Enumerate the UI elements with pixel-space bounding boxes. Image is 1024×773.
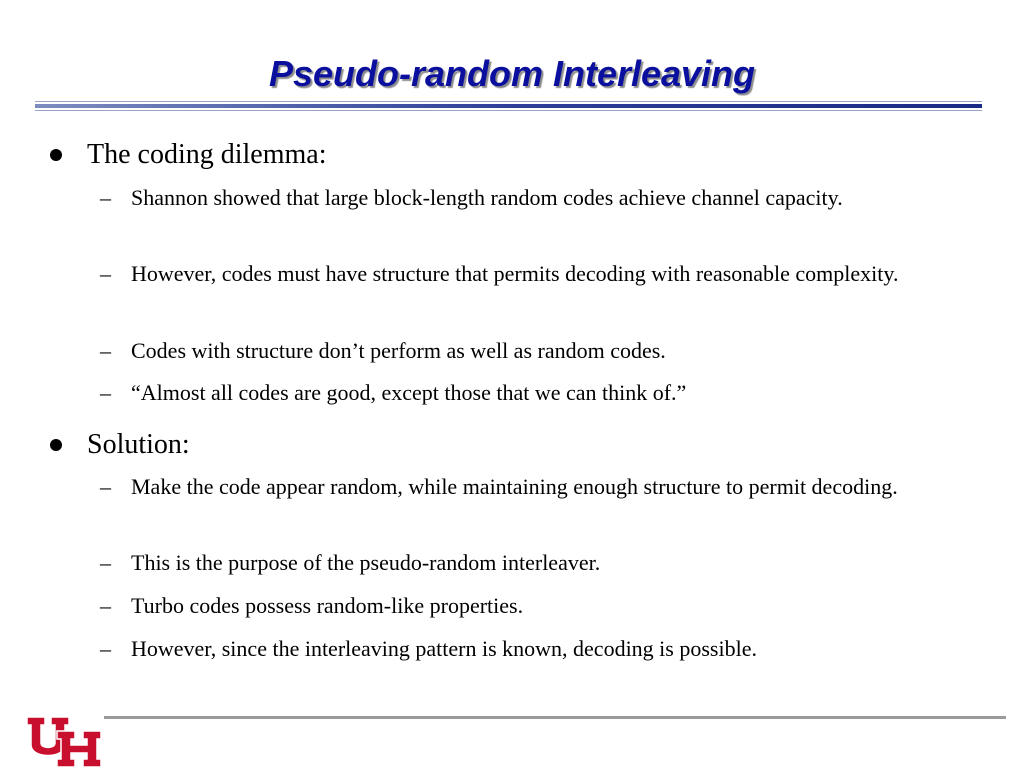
sub-bullet-dash: – bbox=[100, 593, 111, 618]
title-rule-top bbox=[35, 101, 982, 102]
title-rule-bottom bbox=[35, 110, 982, 111]
sub-bullet-dash: – bbox=[100, 550, 111, 575]
sub-bullet-text: However, since the interleaving pattern is known, decoding is possible. bbox=[131, 636, 757, 661]
sub-bullet-text: Shannon showed that large block-length random codes achieve channel capacity. bbox=[131, 185, 843, 210]
sub-bullet-text: Turbo codes possess random-like properties. bbox=[131, 593, 524, 618]
title-rule bbox=[35, 104, 982, 108]
sub-bullet-dash: – bbox=[100, 261, 111, 286]
sub-bullet-text: Make the code appear random, while maintaining enough structure to permit decoding. bbox=[131, 474, 898, 499]
uh-interlocking-logo-icon bbox=[25, 713, 105, 768]
bullet-dot bbox=[50, 439, 62, 451]
sub-bullet-text: This is the purpose of the pseudo-random interleaver. bbox=[131, 550, 601, 575]
sub-bullet-dash: – bbox=[100, 380, 111, 405]
sub-bullet-text: “Almost all codes are good, except those that we can think of.” bbox=[131, 380, 687, 405]
bullet-dot bbox=[50, 149, 62, 161]
footer-rule bbox=[104, 716, 1006, 719]
sub-bullet-text: Codes with structure don’t perform as well as random codes. bbox=[131, 338, 666, 363]
sub-bullet-text: However, codes must have structure that permits decoding with reasonable complexity. bbox=[131, 261, 899, 286]
sub-bullet-dash: – bbox=[100, 636, 111, 661]
bullet-heading: Solution: bbox=[87, 429, 190, 460]
sub-bullet-dash: – bbox=[100, 185, 111, 210]
sub-bullet-dash: – bbox=[100, 338, 111, 363]
slide-title: Pseudo-random Interleaving bbox=[268, 53, 756, 94]
bullet-heading: The coding dilemma: bbox=[87, 139, 327, 170]
sub-bullet-dash: – bbox=[100, 474, 111, 499]
